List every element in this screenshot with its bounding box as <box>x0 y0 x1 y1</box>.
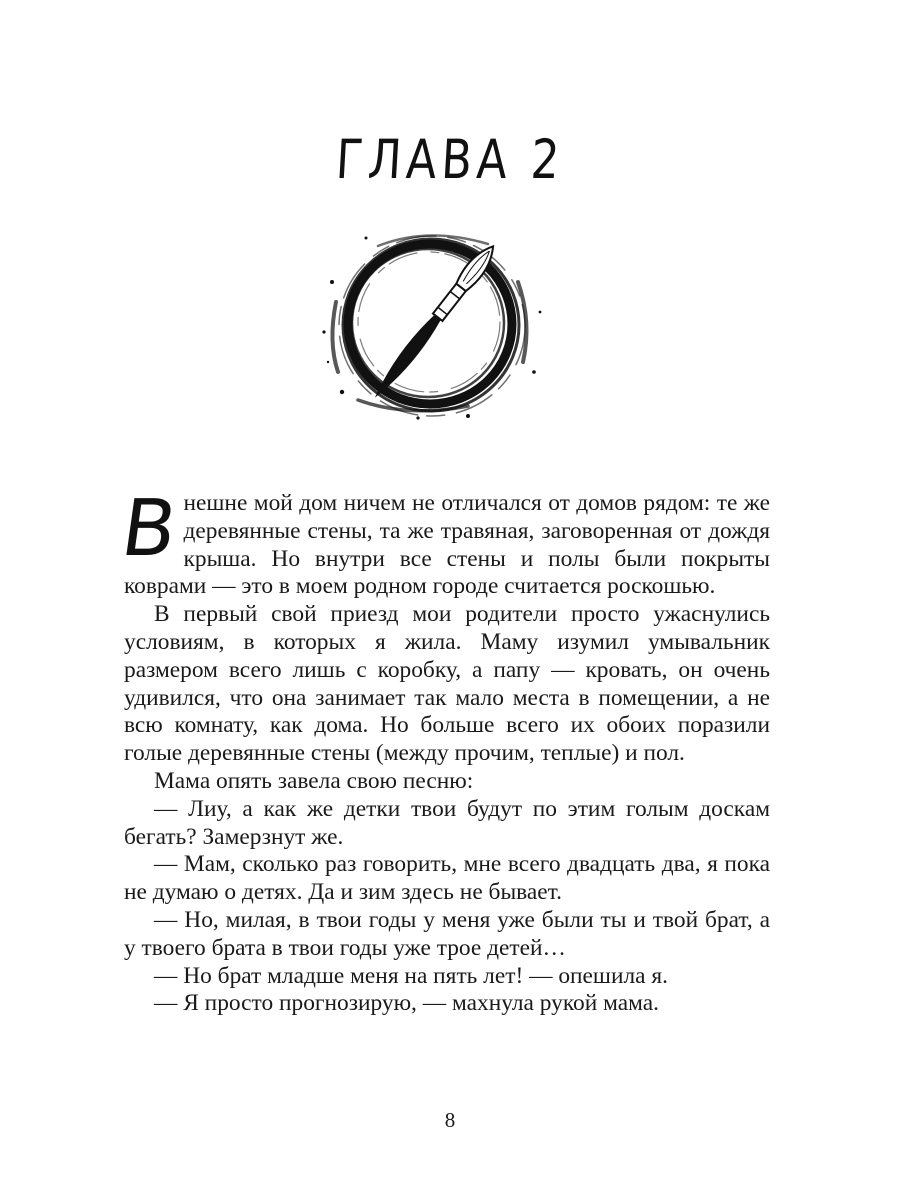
chapter-text <box>116 484 770 1018</box>
dialogue-line: — Я просто прогнозирую, — махнула рукой мама. <box>154 990 659 1017</box>
chapter-title: ГЛАВА 2 <box>334 128 566 191</box>
dialogue-line: — Но брат младше меня на пять лет! — опешила я. <box>154 962 668 989</box>
paragraph: В первый свой приезд мои родители просто ужаснулись условиям, в которых я жила. Маму изумил умывальник размером всего лишь с коробку, а папу — кровать, он очень удивился, что она занимает так мало места в помещении, а не всю комнату, как дома. Но больше всего их обоих поразили голые деревянные стены (между прочим, теплые) и пол. <box>124 601 770 767</box>
dialogue-line: — Лиу, а как же детки твои будут по этим голым доскам бегать? Замерзнут же. <box>124 795 770 850</box>
paintbrush-circle-icon <box>318 222 550 422</box>
paragraph: Мама опять завела свою песню: <box>154 767 474 794</box>
paragraph <box>116 484 770 601</box>
paragraph-text: нешне мой дом ничем не отличался от домов рядом: те же деревянные стены, та же травяная, заговоренная от дождя крыша. Но внутри все стены и полы были покрыты коврами — это в моем родном городе считается роскошью. <box>124 490 770 600</box>
dialogue-line: — Мам, сколько раз говорить, мне всего двадцать два, я пока не думаю о детях. Да и зим здесь не бывает. <box>124 851 770 906</box>
drop-cap: В <box>116 484 183 574</box>
page-number: 8 <box>444 1108 456 1132</box>
dialogue-line: — Но, милая, в твои годы у меня уже были ты и твой брат, а у твоего брата в твои годы уже трое детей… <box>124 906 770 961</box>
